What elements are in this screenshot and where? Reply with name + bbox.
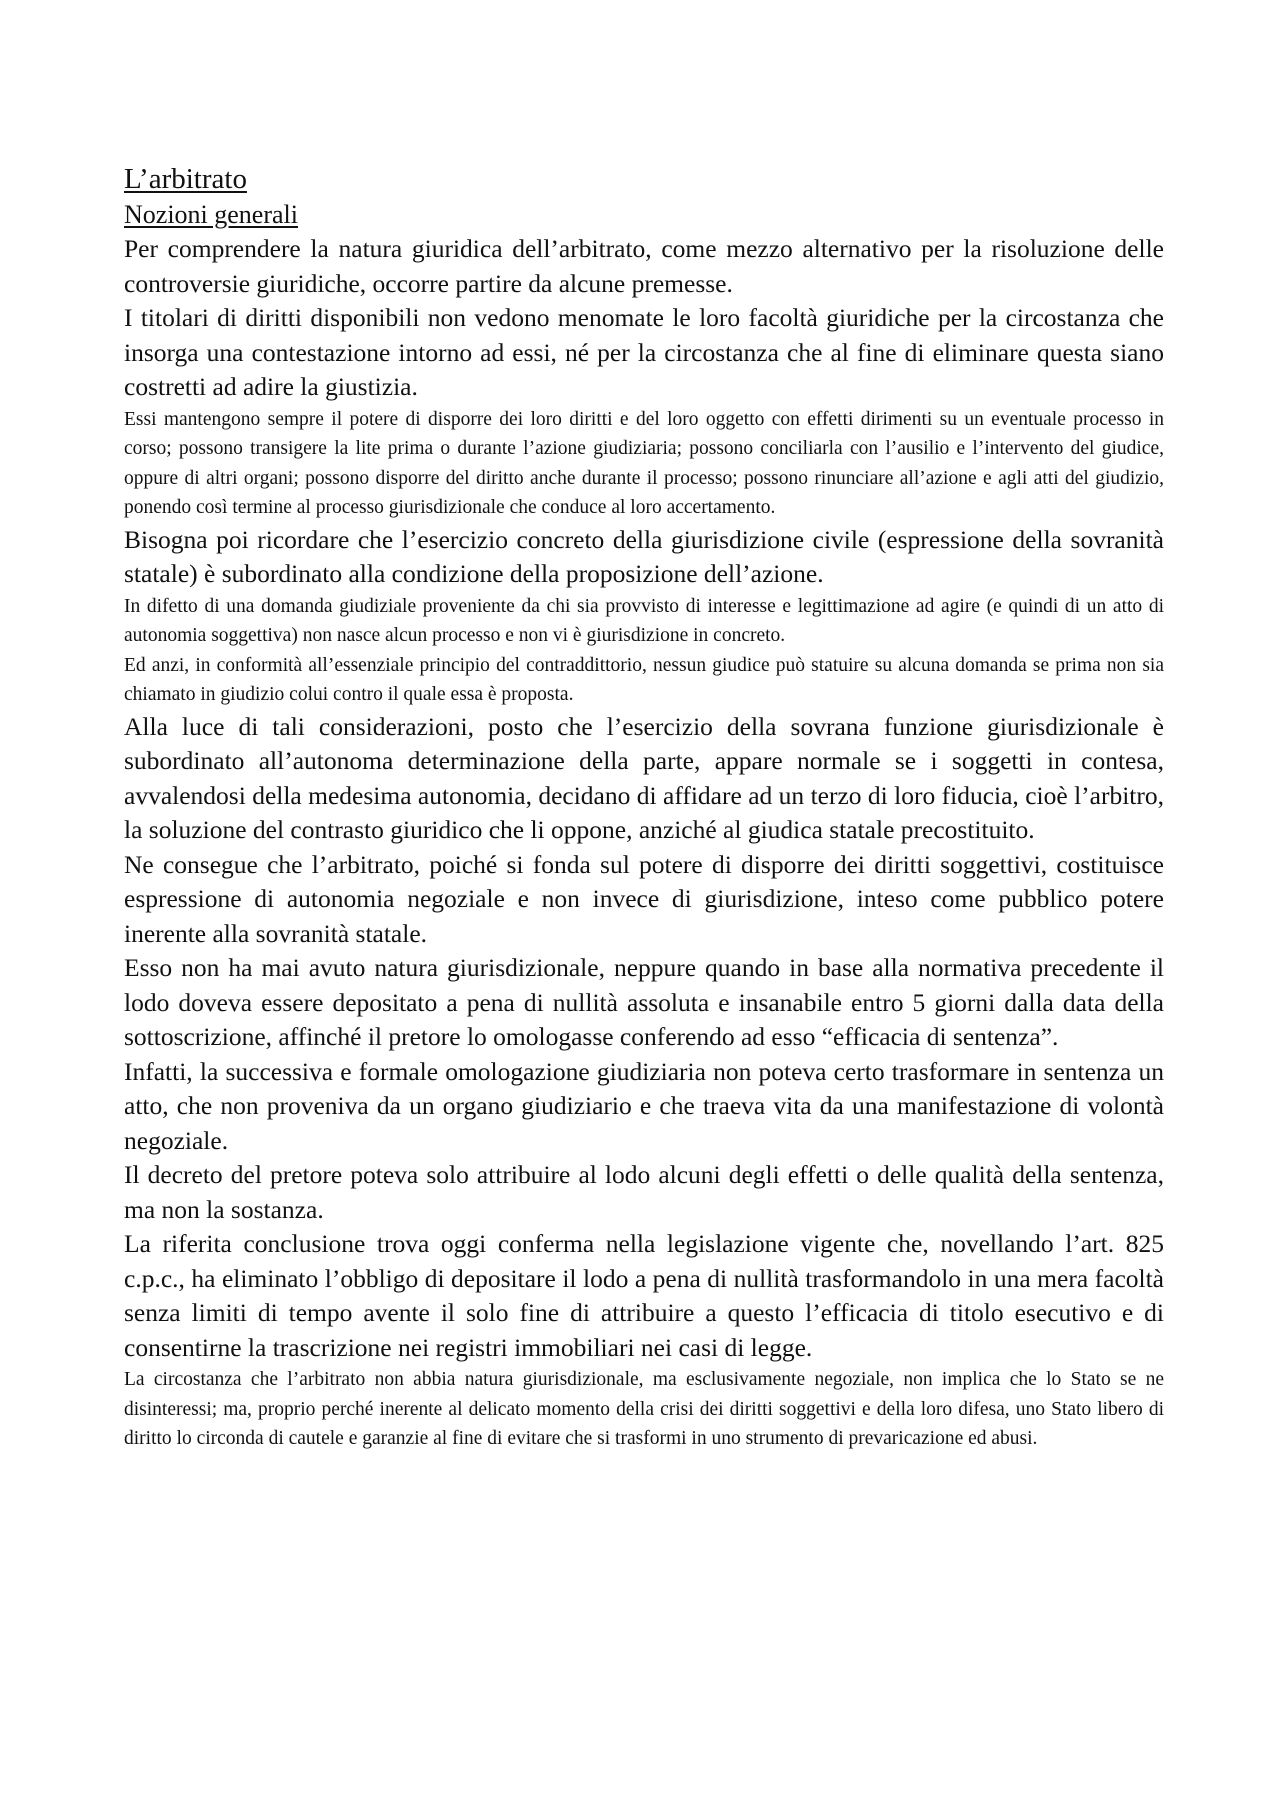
- paragraph: Per comprendere la natura giuridica dell’arbitrato, come mezzo alternativo per la risoluzione delle controversie giuridiche, occorre partire da alcune premesse.: [124, 234, 1164, 298]
- paragraph: Il decreto del pretore poteva solo attribuire al lodo alcuni degli effetti o delle qualità della sentenza, ma non la sostanza.: [124, 1160, 1164, 1224]
- paragraph: Infatti, la successiva e formale omologazione giudiziaria non poteva certo trasformare in sentenza un atto, che non proveniva da un organo giudiziario e che traeva vita da una manifestazione di volontà negoziale.: [124, 1056, 1164, 1155]
- paragraph: Alla luce di tali considerazioni, posto che l’esercizio della sovrana funzione giurisdizionale è subordinato all’autonoma determinazione della parte, appare normale se i soggetti in contesa, avvalendosi della medesima autonomia, decidano di affidare ad un terzo di loro fiducia, cioè l’arbitro, la soluzione del contrasto giuridico che li oppone, anziché al giudica statale precostituito.: [124, 711, 1164, 844]
- paragraph: La circostanza che l’arbitrato non abbia natura giurisdizionale, ma esclusivamente negoziale, non implica che lo Stato se ne disinteressi; ma, proprio perché inerente al delicato momento della crisi dei diritti soggettivi e della loro difesa, uno Stato libero di diritto lo circonda di cautele e garanzie al fine di evitare che si trasformi in uno strumento di prevaricazione ed abusi.: [124, 1369, 1164, 1449]
- paragraph: I titolari di diritti disponibili non vedono menomate le loro facoltà giuridiche per la circostanza che insorga una contestazione intorno ad essi, né per la circostanza che al fine di eliminare questa siano costretti ad adire la giustizia.: [124, 303, 1164, 401]
- section-subtitle: Nozioni generali: [124, 200, 298, 229]
- paragraph: Ed anzi, in conformità all’essenziale principio del contraddittorio, nessun giudice può statuire su alcuna domanda se prima non sia chiamato in giudizio colui contro il quale essa è proposta.: [124, 654, 1164, 705]
- paragraph: Esso non ha mai avuto natura giurisdizionale, neppure quando in base alla normativa precedente il lodo doveva essere depositato a pena di nullità assoluta e insanabile entro 5 giorni dalla data della sottoscrizione, affinché il pretore lo omologasse conferendo ad esso “efficacia di sentenza”.: [124, 953, 1164, 1051]
- paragraph: In difetto di una domanda giudiziale proveniente da chi sia provvisto di interesse e legittimazione ad agire (e quindi di un atto di autonomia soggettiva) non nasce alcun processo e non vi è giurisdizione in concreto.: [124, 595, 1164, 646]
- paragraph: Bisogna poi ricordare che l’esercizio concreto della giurisdizione civile (espressione della sovranità statale) è subordinato alla condizione della proposizione dell’azione.: [124, 524, 1164, 588]
- paragraph: Essi mantengono sempre il potere di disporre dei loro diritti e del loro oggetto con effetti dirimenti su un eventuale processo in corso; possono transigere la lite prima o durante l’azione giudiziaria; possono conciliarla con l’ausilio e l’intervento del giudice, oppure di altri organi; possono disporre del diritto anche durante il processo; possono rinunciare all’azione e agli atti del giudizio, ponendo così termine al processo giurisdizionale che conduce al loro accertamento.: [124, 408, 1164, 518]
- document-title: L’arbitrato: [124, 163, 247, 195]
- document-page: [124, 160, 1164, 1454]
- paragraph: La riferita conclusione trova oggi conferma nella legislazione vigente che, novellando l’art. 825 c.p.c., ha eliminato l’obbligo di depositare il lodo a pena di nullità trasformandolo in una mera facoltà senza limiti di tempo avente il solo fine di attribuire a questo l’efficacia di titolo esecutivo e di consentirne la trascrizione nei registri immobiliari nei casi di legge.: [124, 1229, 1164, 1362]
- paragraph: Ne consegue che l’arbitrato, poiché si fonda sul potere di disporre dei diritti soggettivi, costituisce espressione di autonomia negoziale e non invece di giurisdizione, inteso come pubblico potere inerente alla sovranità statale.: [124, 849, 1164, 948]
